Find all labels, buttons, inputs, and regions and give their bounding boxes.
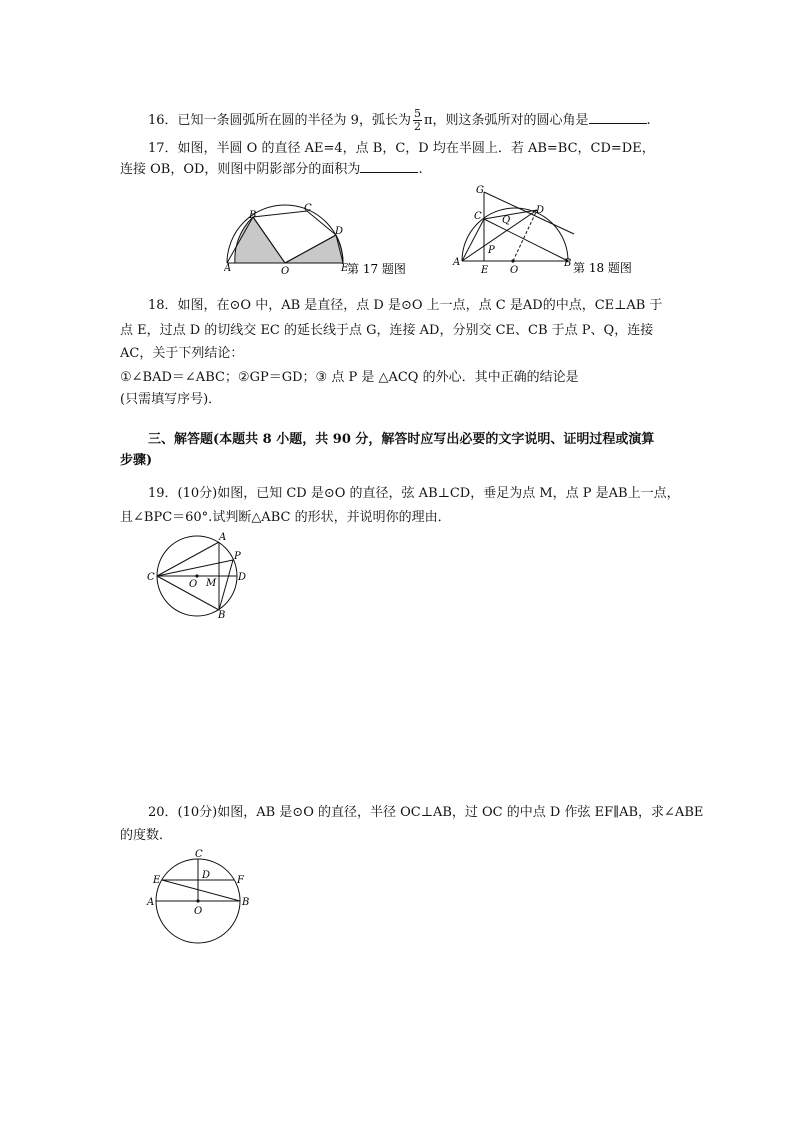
q16-frac-den: 2 [413, 120, 421, 133]
q17-line2-text: 连接 OB，OD，则图中阴影部分的面积为 [120, 162, 361, 177]
q18-line4: ①∠BAD＝∠ABC；②GP＝GD；③ 点 P 是 △ACQ 的外心．其中正确的结论是 [120, 370, 579, 385]
fig19-label-a: A [219, 532, 227, 543]
figure-19 [145, 528, 255, 620]
fig19-label-p: P [234, 551, 241, 562]
fig19-label-m: M [206, 578, 217, 589]
fig17-caption: 第 17 题图 [347, 262, 406, 276]
section3-line2: 步骤) [120, 453, 153, 468]
figure-18 [450, 182, 650, 282]
fig17-label-d: D [335, 226, 344, 237]
q18-line5: (只需填写序号)． [120, 392, 222, 407]
fig20-label-d: D [202, 870, 211, 881]
fig17-label-a: A [224, 263, 232, 274]
fig18-label-d: D [536, 205, 545, 216]
fig19-label-o: O [189, 579, 198, 590]
figure-17 [224, 200, 424, 280]
fig18-label-e: E [481, 265, 489, 276]
fig18-label-a: A [453, 257, 461, 268]
fig17-label-o: O [281, 266, 290, 277]
fig18-caption: 第 18 题图 [573, 261, 632, 275]
fig20-label-e: E [153, 875, 161, 886]
q16-end: . [646, 113, 651, 128]
fig19-label-c: C [147, 572, 155, 583]
fig20-label-b: B [242, 897, 250, 908]
fig18-label-p: P [488, 245, 495, 256]
fig20-label-c: C [195, 849, 203, 860]
fig18-cd [484, 210, 537, 219]
fig17-label-e: E [341, 263, 349, 274]
q19-line2: 且∠BPC＝60°.试判断△ABC 的形状，并说明你的理由． [120, 510, 451, 525]
fig20-label-a: A [147, 897, 155, 908]
fig18-ac [462, 219, 484, 261]
fig17-label-b: B [249, 210, 257, 221]
q16-text [148, 108, 651, 133]
fig18-label-b: B [564, 258, 572, 269]
fig20-eb [162, 880, 240, 901]
fig20-center-dot [196, 899, 199, 902]
fig18-label-q: Q [502, 215, 511, 226]
q17-line1: 17．如图，半圆 O 的直径 AE=4，点 B，C，D 均在半圆上．若 AB=BC，CD=DE， [148, 141, 655, 156]
fig18-label-g: G [476, 185, 484, 196]
fig19-pb [219, 560, 233, 610]
fig20-label-f: F [237, 875, 244, 886]
q16-answer-blank[interactable] [589, 111, 647, 124]
q17-answer-blank[interactable] [360, 160, 418, 173]
q16-prefix: 16．已知一条圆弧所在圆的半径为 9，弧长为 [148, 113, 411, 128]
q16-suffix: π，则这条弧所对的圆心角是 [423, 113, 589, 128]
q18-line3: AC，关于下列结论： [120, 346, 244, 361]
fig18-label-o: O [510, 265, 519, 276]
fig19-ca [157, 542, 219, 576]
fig20-label-o: O [194, 906, 203, 917]
fig17-shade-right [285, 235, 343, 263]
fig19-label-b: B [218, 610, 226, 620]
fig19-cp [157, 560, 233, 576]
q17-end: . [418, 162, 423, 177]
q20-line1: 20．(10分)如图，AB 是⊙O 的直径，半径 OC⊥AB，过 OC 的中点 D 作弦 EF∥AB，求∠ABE [148, 805, 704, 820]
fig18-center-dot [511, 259, 514, 262]
q16-fraction [413, 108, 422, 133]
section3-line1: 三、解答题(本题共 8 小题，共 90 分，解答时应写出必要的文字说明、证明过程或演算 [148, 432, 655, 447]
fig19-label-d: D [238, 572, 247, 583]
q16-frac-num: 5 [413, 107, 421, 120]
q18-line1: 18．如图，在⊙O 中，AB 是直径，点 D 是⊙O 上一点，点 C 是AD的中点，CE⊥AB 于 [148, 298, 663, 313]
figure-20 [145, 848, 255, 948]
q20-line2: 的度数． [120, 828, 173, 843]
q18-line2: 点 E，过点 D 的切线交 EC 的延长线于点 G，连接 AD，分别交 CE、CB 于点 P、Q，连接 [120, 323, 654, 338]
q19-line1: 19．(10分)如图，已知 CD 是⊙O 的直径，弦 AB⊥CD，垂足为点 M，点 P 是AB上一点， [148, 486, 680, 501]
q17-line2 [120, 160, 423, 179]
fig17-label-c: C [304, 203, 312, 214]
fig18-label-c: C [474, 211, 482, 222]
fig19-center-dot [195, 574, 198, 577]
